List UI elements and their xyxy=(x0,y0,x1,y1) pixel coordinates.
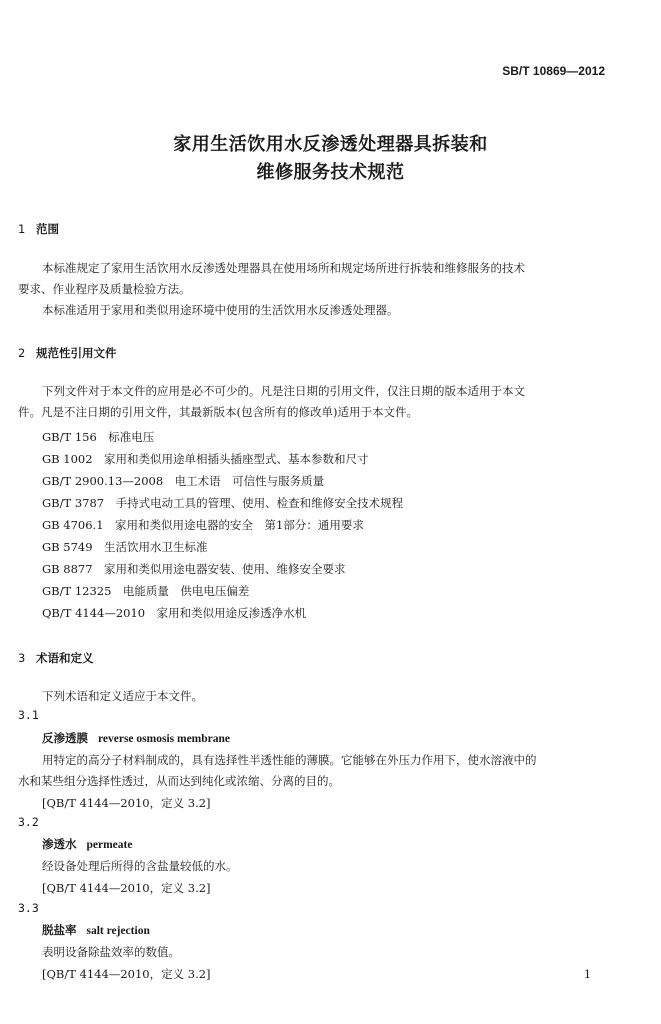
term-definition-line-1: 经设备处理后所得的含盐量较低的水。 xyxy=(42,859,238,873)
term-heading xyxy=(42,836,132,852)
term-zh: 反渗透膜 xyxy=(42,731,88,745)
clause-number: 3.3 xyxy=(18,901,39,915)
reference-item: GB/T 3787 手持式电动工具的管理、使用、检查和维修安全技术规程 xyxy=(42,496,404,510)
section-1-paragraph-1-line-2: 要求、作业程序及质量检验方法。 xyxy=(18,282,191,296)
section-1-heading xyxy=(18,221,59,237)
section-3-intro: 下列术语和定义适应于本文件。 xyxy=(42,689,203,703)
term-definition-line-2: 水和某些组分选择性透过，从而达到纯化或浓缩、分离的目的。 xyxy=(18,774,340,788)
section-1-title: 范围 xyxy=(36,222,59,236)
term-heading xyxy=(42,730,230,746)
reference-item: GB 5749 生活饮用水卫生标准 xyxy=(42,540,208,554)
term-en: permeate xyxy=(86,839,133,851)
reference-item: GB 4706.1 家用和类似用途电器的安全 第1部分：通用要求 xyxy=(42,518,364,532)
term-zh: 渗透水 xyxy=(42,837,77,851)
section-3-heading xyxy=(18,650,94,666)
page-number: 1 xyxy=(584,968,591,981)
clause-number: 3.2 xyxy=(18,815,39,829)
section-3-number: 3 xyxy=(18,651,26,665)
reference-item: GB/T 156 标准电压 xyxy=(42,430,155,444)
section-1-paragraph-1-line-1: 本标准规定了家用生活饮用水反渗透处理器具在使用场所和规定场所进行拆装和维修服务的技术 xyxy=(42,261,525,275)
document-title-line2: 维修服务技术规范 xyxy=(256,162,405,183)
standard-code: SB/T 10869—2012 xyxy=(502,64,605,78)
section-2-number: 2 xyxy=(18,346,26,360)
term-en: salt rejection xyxy=(86,925,150,937)
term-heading xyxy=(42,922,150,938)
term-definition-line-1: 用特定的高分子材料制成的，具有选择性半透性能的薄膜。它能够在外压力作用下，使水溶液中的 xyxy=(42,753,537,767)
section-2-paragraph-line-2: 件。凡是不注日期的引用文件，其最新版本(包含所有的修改单)适用于本文件。 xyxy=(18,405,418,419)
term-zh: 脱盐率 xyxy=(42,923,77,937)
section-1-number: 1 xyxy=(18,222,26,236)
section-2-paragraph-line-1: 下列文件对于本文件的应用是必不可少的。凡是注日期的引用文件，仅注日期的版本适用于本文 xyxy=(42,384,525,398)
term-source: [QB/T 4144—2010，定义 3.2] xyxy=(42,967,211,981)
section-2-heading xyxy=(18,345,117,361)
section-3-title: 术语和定义 xyxy=(36,651,94,665)
reference-item: GB/T 2900.13—2008 电工术语 可信性与服务质量 xyxy=(42,474,325,488)
term-definition-line-1: 表明设备除盐效率的数值。 xyxy=(42,945,180,959)
reference-item: GB 8877 家用和类似用途电器安装、使用、维修安全要求 xyxy=(42,562,346,576)
term-source: [QB/T 4144—2010，定义 3.2] xyxy=(42,881,211,895)
reference-item: QB/T 4144—2010 家用和类似用途反渗透净水机 xyxy=(42,606,307,620)
section-2-title: 规范性引用文件 xyxy=(36,346,117,360)
reference-item: GB 1002 家用和类似用途单相插头插座型式、基本参数和尺寸 xyxy=(42,452,369,466)
term-en: reverse osmosis membrane xyxy=(98,733,231,745)
term-source: [QB/T 4144—2010，定义 3.2] xyxy=(42,796,211,810)
document-title-line1: 家用生活饮用水反渗透处理器具拆装和 xyxy=(173,134,488,155)
clause-number: 3.1 xyxy=(18,708,39,722)
reference-item: GB/T 12325 电能质量 供电电压偏差 xyxy=(42,584,250,598)
section-1-paragraph-2: 本标准适用于家用和类似用途环境中使用的生活饮用水反渗透处理器。 xyxy=(42,303,399,317)
